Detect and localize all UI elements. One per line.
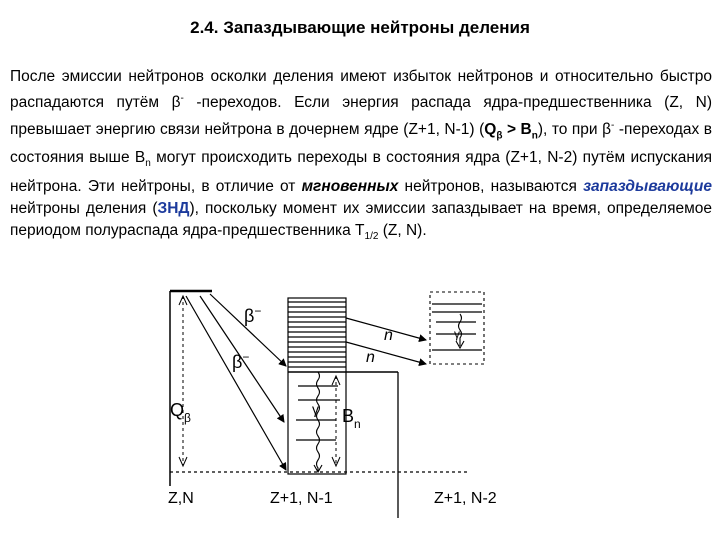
label-gamma-daughter: γ bbox=[312, 401, 319, 417]
label-gamma-granddaughter: γ bbox=[454, 327, 460, 341]
label-beta-2: β− bbox=[232, 350, 250, 372]
label-nucleus-parent: Z,N bbox=[168, 490, 194, 507]
daughter-gamma-wave bbox=[317, 372, 320, 472]
label-bn: $B_n$ bbox=[342, 406, 361, 431]
beta-arrow-3 bbox=[186, 296, 286, 470]
label-neutron-2: n bbox=[366, 349, 375, 366]
page-title: 2.4. Запаздывающие нейтроны деления bbox=[190, 18, 530, 37]
term-instant: мгновенных bbox=[301, 177, 399, 195]
neutron-arrow-2 bbox=[346, 342, 426, 364]
label-neutron-1: n bbox=[384, 327, 393, 344]
label-beta-1: β− bbox=[244, 304, 262, 326]
label-nucleus-granddaughter: Z+1, N-2 bbox=[434, 490, 497, 507]
label-nucleus-daughter: Z+1, N-1 bbox=[270, 490, 333, 507]
term-delayed: запаздывающие bbox=[583, 177, 713, 195]
term-znd: ЗНД bbox=[157, 199, 190, 217]
body-paragraph: После эмиссии нейтронов осколки деления имеют избыток нейтронов и относительно быстро распадаются путём β- -переходов. Если энергия распада ядра-предшественника (Z, N) превышает энергию связи нейтрона в дочернем ядре (Z+1, N-1) $(Q_\beta > B_n)$, то при β- -переходах в состояния выше $B_n$ могут происходить переходы в состояния ядра (Z+1, N-2) путём испускания нейтрона. Эти нейтроны, в отличие от мгновенных нейтронов, называются запаздывающие нейтроны деления (ЗНД), поскольку момент их эмиссии запаздывает на время, определяемое периодом полураспада ядра-предшественника $T_{1/2}$ (Z, N). bbox=[10, 68, 713, 243]
label-q-beta: $Q_\beta$ bbox=[170, 400, 191, 425]
